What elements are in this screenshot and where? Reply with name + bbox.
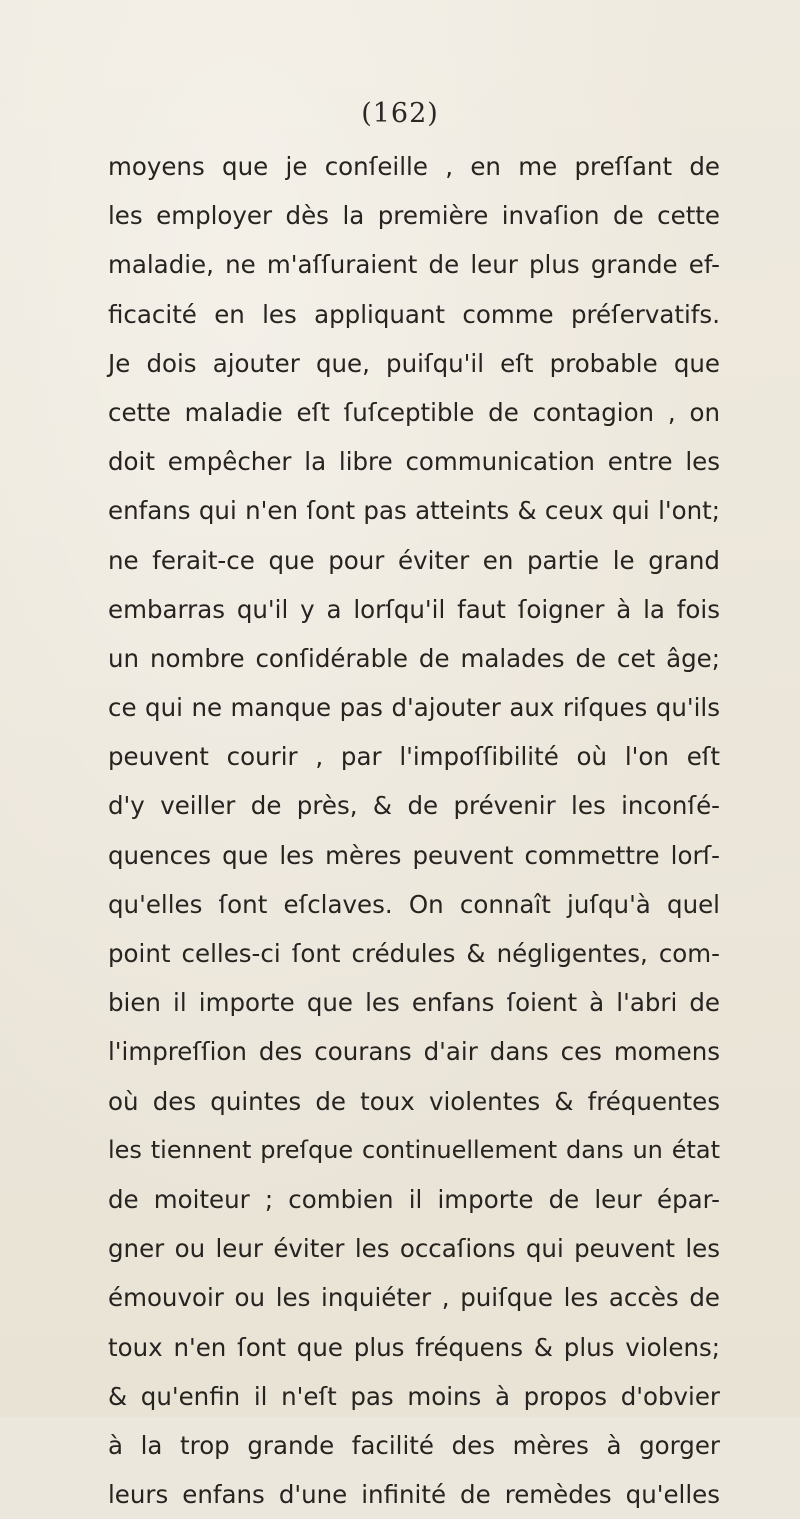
text-line: moyens que je conſeille , en me preſſant de	[108, 152, 720, 181]
text-line: quences que les mères peuvent commettre lorſ-	[108, 840, 720, 870]
text-line: un nombre conſidérable de malades de cet âge;	[108, 643, 720, 673]
text-line: cette maladie eſt ſuſceptible de contagion , on	[108, 397, 720, 427]
text-line: de moiteur ; combien il importe de leur épar-	[108, 1184, 720, 1214]
text-line: où des quintes de toux violentes & fréquentes	[108, 1086, 720, 1116]
text-line: les employer dès la première invaſion de cette	[108, 201, 720, 231]
text-line: & qu'enfin il n'eſt pas moins à propos d'obvier	[108, 1381, 720, 1411]
text-line: ce qui ne manque pas d'ajouter aux riſques qu'ils	[108, 693, 720, 723]
text-line: peuvent courir , par l'impoſſibilité où l'on eſt	[108, 742, 720, 772]
text-line: les tiennent preſque continuellement dans un état	[108, 1135, 720, 1164]
text-line: Je dois ajouter que, puiſqu'il eſt probable que	[108, 348, 720, 378]
text-line: gner ou leur éviter les occaſions qui peuvent les	[108, 1234, 720, 1264]
text-line: enfans qui n'en ſont pas atteints & ceux qui l'ont;	[108, 496, 720, 526]
text-line: maladie, ne m'aſſuraient de leur plus grande ef-	[108, 250, 720, 280]
text-line: l'impreſſion des courans d'air dans ces momens	[108, 1037, 720, 1067]
text-line: émouvoir ou les inquiéter , puiſque les accès de	[108, 1283, 720, 1313]
body-text	[108, 142, 720, 1519]
page-number: (162)	[361, 98, 439, 129]
text-line: qu'elles ſont eſclaves. On connaît juſqu'à quel	[108, 889, 720, 919]
text-line: à la trop grande facilité des mères à gorger	[108, 1430, 720, 1460]
text-line: bien il importe que les enfans ſoient à l'abri de	[108, 988, 720, 1018]
text-line: ne ferait-ce que pour éviter en partie le grand	[108, 545, 720, 575]
text-line: doit empêcher la libre communication entre les	[108, 447, 720, 477]
text-line: ficacité en les appliquant comme préſervatifs.	[108, 299, 720, 329]
text-line: point celles-ci ſont crédules & négligentes, com-	[108, 939, 720, 968]
text-line: leurs enfans d'une infinité de remèdes qu'elles	[108, 1480, 720, 1510]
text-line: d'y veiller de près, & de prévenir les inconſé-	[108, 791, 720, 821]
text-line: embarras qu'il y a lorſqu'il faut ſoigner à la fois	[108, 594, 720, 624]
text-line: toux n'en ſont que plus fréquens & plus violens;	[108, 1332, 720, 1362]
